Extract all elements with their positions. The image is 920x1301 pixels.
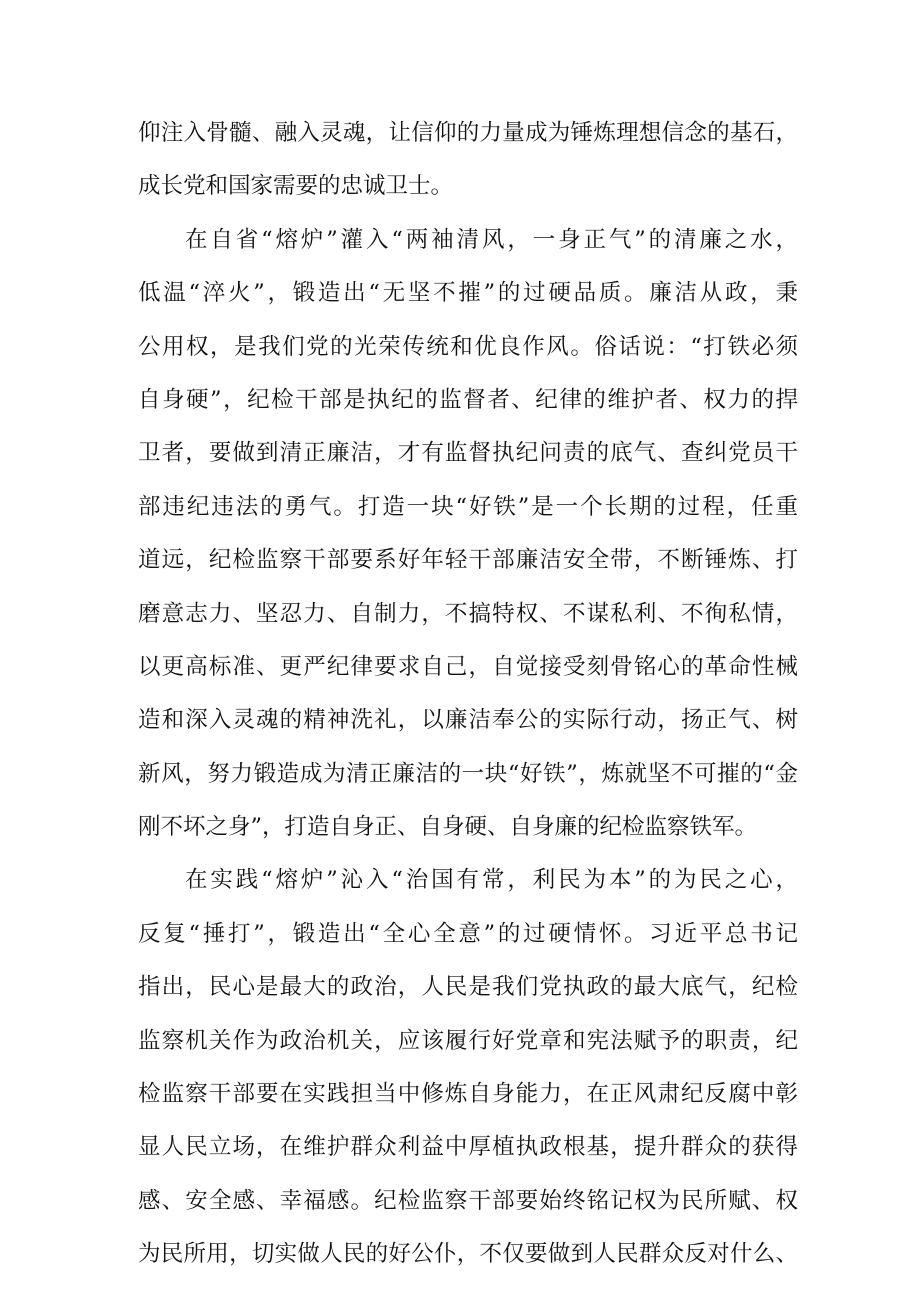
text-line: 卫者，要做到清正廉洁，才有监督执纪问责的底气、查纠党员干 <box>138 440 798 467</box>
text-line: 仰注入骨髓、融入灵魂，让信仰的力量成为锤炼理想信念的基石， <box>138 120 798 146</box>
paragraph-first-line: 在实践“熔炉”沁入“治国有常，利民为本”的为民之心， <box>185 867 798 894</box>
text-line: 磨意志力、坚忍力、自制力，不搞特权、不谋私利、不徇私情， <box>138 600 798 627</box>
text-line: 成长党和国家需要的忠诚卫士。 <box>138 173 454 200</box>
body-text <box>138 107 798 1282</box>
text-line: 以更高标准、更严纪律要求自己，自觉接受刻骨铭心的革命性械 <box>138 653 798 680</box>
text-line: 为民所用，切实做人民的好公仆，不仅要做到人民群众反对什么、 <box>138 1241 798 1268</box>
text-line: 刚不坏之身”，打造自身正、自身硬、自身廉的纪检监察铁军。 <box>138 814 758 841</box>
text-line: 检监察干部要在实践担当中修炼自身能力，在正风肃纪反腐中彰 <box>138 1081 798 1108</box>
text-line: 道远，纪检监察干部要系好年轻干部廉洁安全带，不断锤炼、打 <box>138 547 798 574</box>
text-line: 感、安全感、幸福感。纪检监察干部要始终铭记权为民所赋、权 <box>138 1187 798 1214</box>
text-line: 监察机关作为政治机关，应该履行好党章和宪法赋予的职责，纪 <box>138 1027 798 1054</box>
text-line: 低温“淬火”，锻造出“无坚不摧”的过硬品质。廉洁从政，秉 <box>138 280 798 307</box>
text-line: 自身硬”，纪检干部是执纪的监督者、纪律的维护者、权力的捍 <box>138 386 798 413</box>
text-line: 指出，民心是最大的政治，人民是我们党执政的最大底气，纪检 <box>138 974 798 1001</box>
text-line: 反复“捶打”，锻造出“全心全意”的过硬情怀。习近平总书记 <box>138 920 798 947</box>
text-line: 新风，努力锻造成为清正廉洁的一块“好铁”，炼就坚不可摧的“金 <box>138 760 798 787</box>
text-line: 造和深入灵魂的精神洗礼，以廉洁奉公的实际行动，扬正气、树 <box>138 707 798 734</box>
text-line: 部违纪违法的勇气。打造一块“好铁”是一个长期的过程，任重 <box>138 493 798 520</box>
paragraph-first-line: 在自省“熔炉”灌入“两袖清风，一身正气”的清廉之水， <box>185 226 798 253</box>
text-line: 公用权，是我们党的光荣传统和优良作风。俗话说：“打铁必须 <box>138 333 798 360</box>
text-line: 显人民立场，在维护群众利益中厚植执政根基，提升群众的获得 <box>138 1134 798 1161</box>
